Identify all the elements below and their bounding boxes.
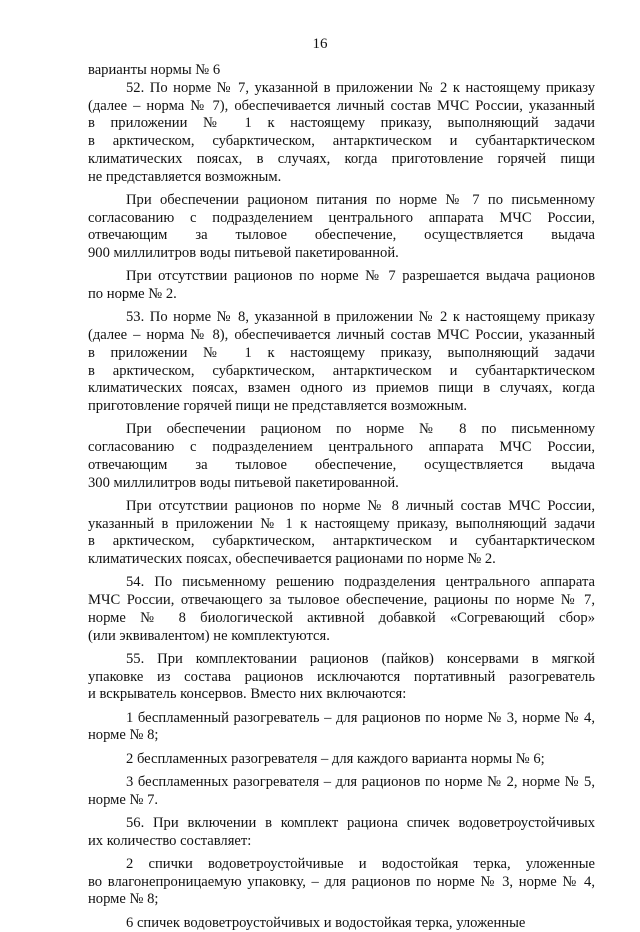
text-line: не представляется возможным. — [88, 169, 595, 187]
text-line: При отсутствии рационов по норме № 8 личный состав МЧС России, — [88, 498, 595, 516]
text-line: приготовление горячей пищи не представляется возможным. — [88, 398, 595, 416]
paragraph-p53b — [88, 416, 595, 493]
paragraph-p52 — [88, 80, 595, 187]
paragraph-p55a — [88, 704, 595, 745]
text-line: 56. При включении в комплект рациона спичек водоветроустойчивых — [88, 815, 595, 833]
text-line: 2 беспламенных разогревателя – для каждого варианта нормы № 6; — [88, 751, 595, 769]
text-line: 52. По норме № 7, указанной в приложении № 2 к настоящему приказу — [88, 80, 595, 98]
text-line: 1 беспламенный разогреватель – для рационов по норме № 3, норме № 4, — [88, 710, 595, 728]
document-body — [88, 62, 595, 932]
text-line: в арктическом, субарктическом, антарктическом и субантарктическом — [88, 363, 595, 381]
text-line: в арктическом, субарктическом, антарктическом и субантарктическом — [88, 533, 595, 551]
text-line: 53. По норме № 8, указанной в приложении № 2 к настоящему приказу — [88, 309, 595, 327]
text-line: в арктическом, субарктическом, антарктическом и субантарктическом — [88, 133, 595, 151]
text-line: и вскрыватель консервов. Вместо них включаются: — [88, 686, 595, 704]
paragraph-p53c — [88, 492, 595, 569]
text-line: в приложении № 1 к настоящему приказу, выполняющий задачи — [88, 345, 595, 363]
text-line: 2 спички водоветроустойчивые и водостойкая терка, уложенные — [88, 856, 595, 874]
paragraph-p0 — [88, 62, 595, 80]
paragraph-p56b — [88, 909, 595, 932]
text-line: их количество составляет: — [88, 833, 595, 851]
text-line: 6 спичек водоветроустойчивых и водостойкая терка, уложенные — [88, 915, 595, 932]
paragraph-p55b — [88, 745, 595, 768]
text-line: 3 беспламенных разогревателя – для рационов по норме № 2, норме № 5, — [88, 774, 595, 792]
text-line: климатических поясах, взамен одного из приемов пищи в случаях, когда — [88, 380, 595, 398]
text-line: норме № 7. — [88, 792, 595, 810]
text-line: 54. По письменному решению подразделения центрального аппарата — [88, 574, 595, 592]
text-line: (или эквивалентом) не комплектуются. — [88, 628, 595, 646]
text-line: МЧС России, отвечающего за тыловое обеспечение, рационы по норме № 7, — [88, 592, 595, 610]
text-line: При обеспечении рационом по норме № 8 по письменному — [88, 421, 595, 439]
text-line: норме № 8; — [88, 891, 595, 909]
paragraph-p54 — [88, 569, 595, 646]
text-line: (далее – норма № 7), обеспечивается личный состав МЧС России, указанный — [88, 98, 595, 116]
paragraph-p52c — [88, 263, 595, 304]
paragraph-p56 — [88, 809, 595, 850]
text-line: варианты нормы № 6 — [88, 62, 595, 80]
text-line: согласованию с подразделением центрального аппарата МЧС России, — [88, 439, 595, 457]
paragraph-p52b — [88, 186, 595, 263]
paragraph-p55 — [88, 645, 595, 704]
text-line: отвечающим за тыловое обеспечение, осуществляется выдача — [88, 227, 595, 245]
text-line: 55. При комплектовании рационов (пайков) консервами в мягкой — [88, 651, 595, 669]
text-line: (далее – норма № 8), обеспечивается личный состав МЧС России, указанный — [88, 327, 595, 345]
text-line: отвечающим за тыловое обеспечение, осуществляется выдача — [88, 457, 595, 475]
text-line: упаковке из состава рационов исключаются портативный разогреватель — [88, 669, 595, 687]
paragraph-p56a — [88, 850, 595, 909]
text-line: согласованию с подразделением центрального аппарата МЧС России, — [88, 210, 595, 228]
paragraph-p53 — [88, 304, 595, 416]
text-line: 900 миллилитров воды питьевой пакетированной. — [88, 245, 595, 263]
page-number: 16 — [0, 36, 640, 53]
text-line: во влагонепроницаемую упаковку, – для рационов по норме № 3, норме № 4, — [88, 874, 595, 892]
text-line: норме № 8; — [88, 727, 595, 745]
paragraph-p55c — [88, 768, 595, 809]
text-line: по норме № 2. — [88, 286, 595, 304]
text-line: климатических поясах, в случаях, когда приготовление горячей пищи — [88, 151, 595, 169]
text-line: При отсутствии рационов по норме № 7 разрешается выдача рационов — [88, 268, 595, 286]
text-line: в приложении № 1 к настоящему приказу, выполняющий задачи — [88, 115, 595, 133]
text-line: При обеспечении рационом питания по норме № 7 по письменному — [88, 192, 595, 210]
text-line: норме № 8 биологической активной добавкой «Согревающий сбор» — [88, 610, 595, 628]
text-line: 300 миллилитров воды питьевой пакетированной. — [88, 475, 595, 493]
text-line: климатических поясах, обеспечивается рационами по норме № 2. — [88, 551, 595, 569]
text-line: указанный в приложении № 1 к настоящему приказу, выполняющий задачи — [88, 516, 595, 534]
